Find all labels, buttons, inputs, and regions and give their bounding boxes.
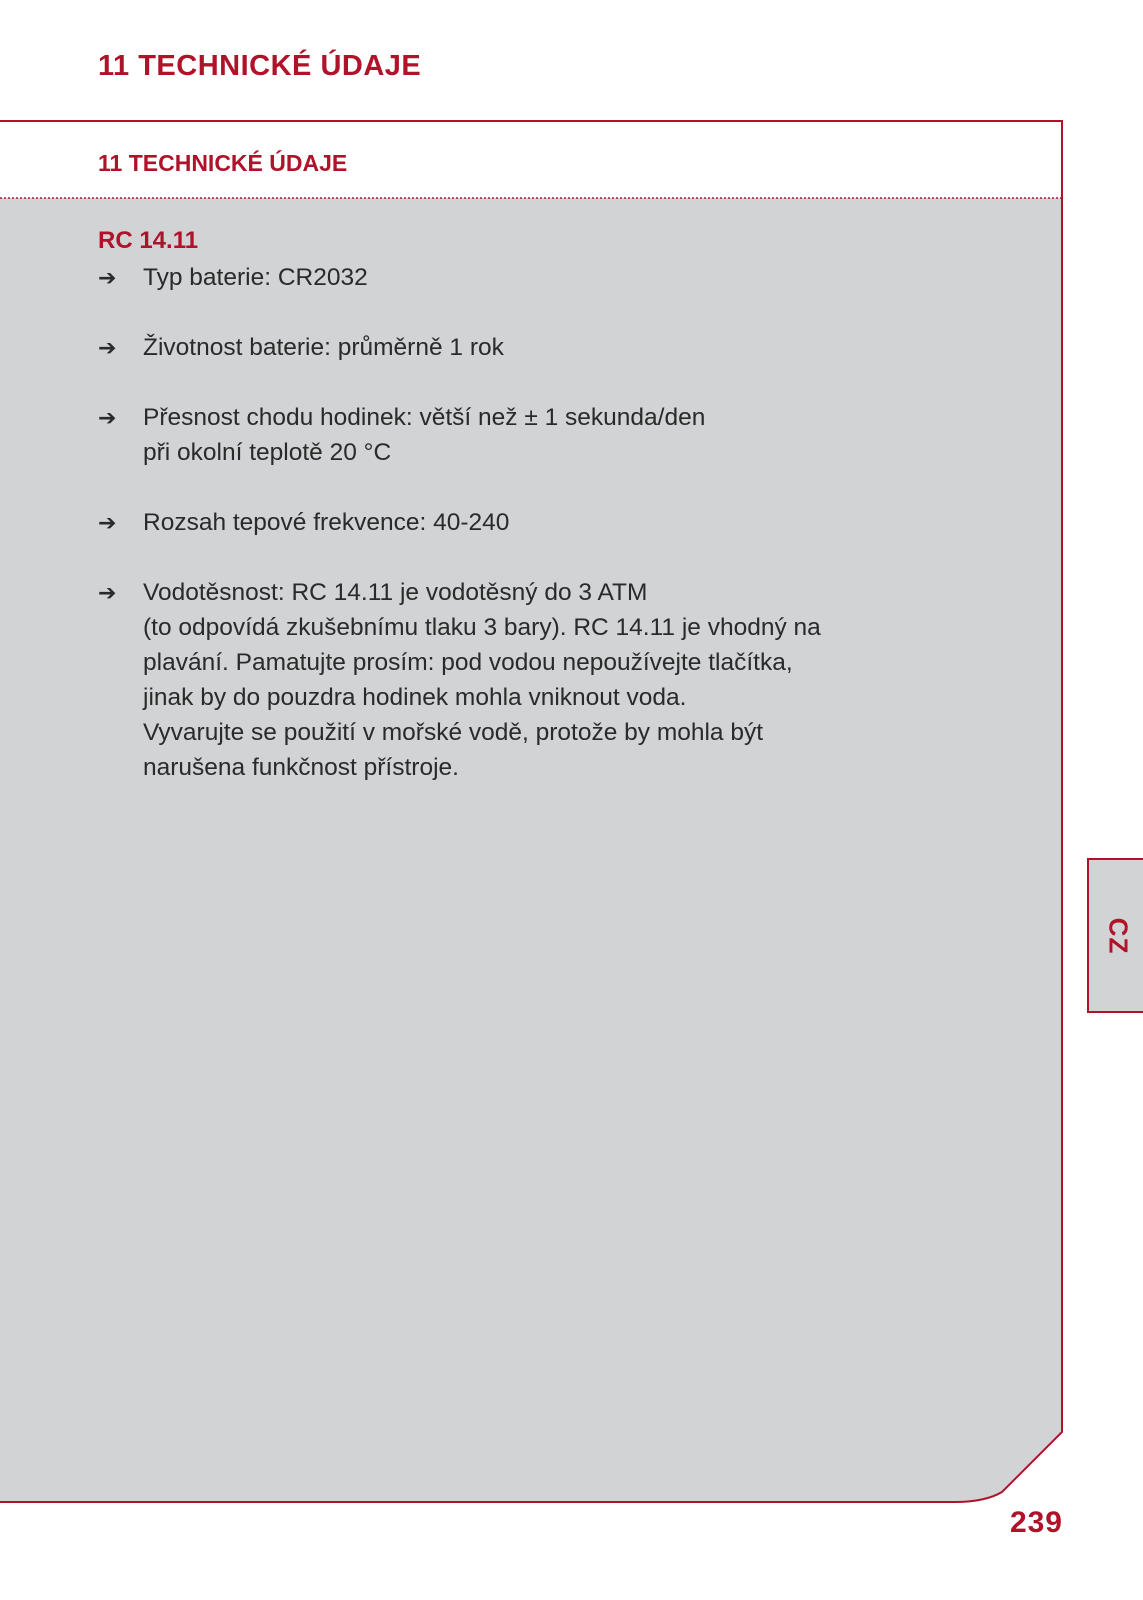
- spec-line: narušena funkčnost přístroje.: [143, 754, 459, 781]
- spec-line: Rozsah tepové frekvence: 40-240: [143, 509, 510, 536]
- spec-list: [98, 260, 928, 785]
- spec-line: Životnost baterie: průměrně 1 rok: [143, 334, 504, 361]
- arrow-right-icon: ➔: [98, 405, 117, 430]
- arrow-right-icon: ➔: [98, 265, 117, 290]
- language-tab-label: CZ: [1103, 917, 1134, 954]
- page-header-title: 11 TECHNICKÉ ÚDAJE: [98, 50, 422, 82]
- arrow-right-icon: ➔: [98, 335, 117, 360]
- spec-item-battery-type: [98, 260, 928, 295]
- spec-line: Vodotěsnost: RC 14.11 je vodotěsný do 3 ATM: [143, 579, 648, 606]
- spec-line: při okolní teplotě 20 °C: [143, 439, 392, 466]
- spec-line: Typ baterie: CR2032: [143, 264, 368, 291]
- arrow-right-icon: ➔: [98, 580, 117, 605]
- spec-line: (to odpovídá zkušebnímu tlaku 3 bary). RC 14.11 je vhodný na: [143, 614, 821, 641]
- spec-item-battery-life: [98, 330, 928, 365]
- spec-content: [98, 226, 928, 820]
- arrow-right-icon: ➔: [98, 510, 117, 535]
- spec-line: Vyvarujte se použití v mořské vodě, protože by mohla být: [143, 719, 764, 746]
- spec-line: jinak by do pouzdra hodinek mohla vniknout voda.: [143, 684, 687, 711]
- spec-item-accuracy: [98, 400, 928, 470]
- section-title: 11 TECHNICKÉ ÚDAJE: [98, 150, 348, 176]
- page-number: 239: [1009, 1506, 1063, 1539]
- spec-line: plavání. Pamatujte prosím: pod vodou nepoužívejte tlačítka,: [143, 649, 793, 676]
- spec-line: Přesnost chodu hodinek: větší než ± 1 sekunda/den: [143, 404, 706, 431]
- spec-item-water-resistance: [98, 575, 928, 785]
- spec-item-heart-rate-range: [98, 505, 928, 540]
- product-title: RC 14.11: [98, 227, 199, 254]
- language-tab: [1087, 858, 1143, 1013]
